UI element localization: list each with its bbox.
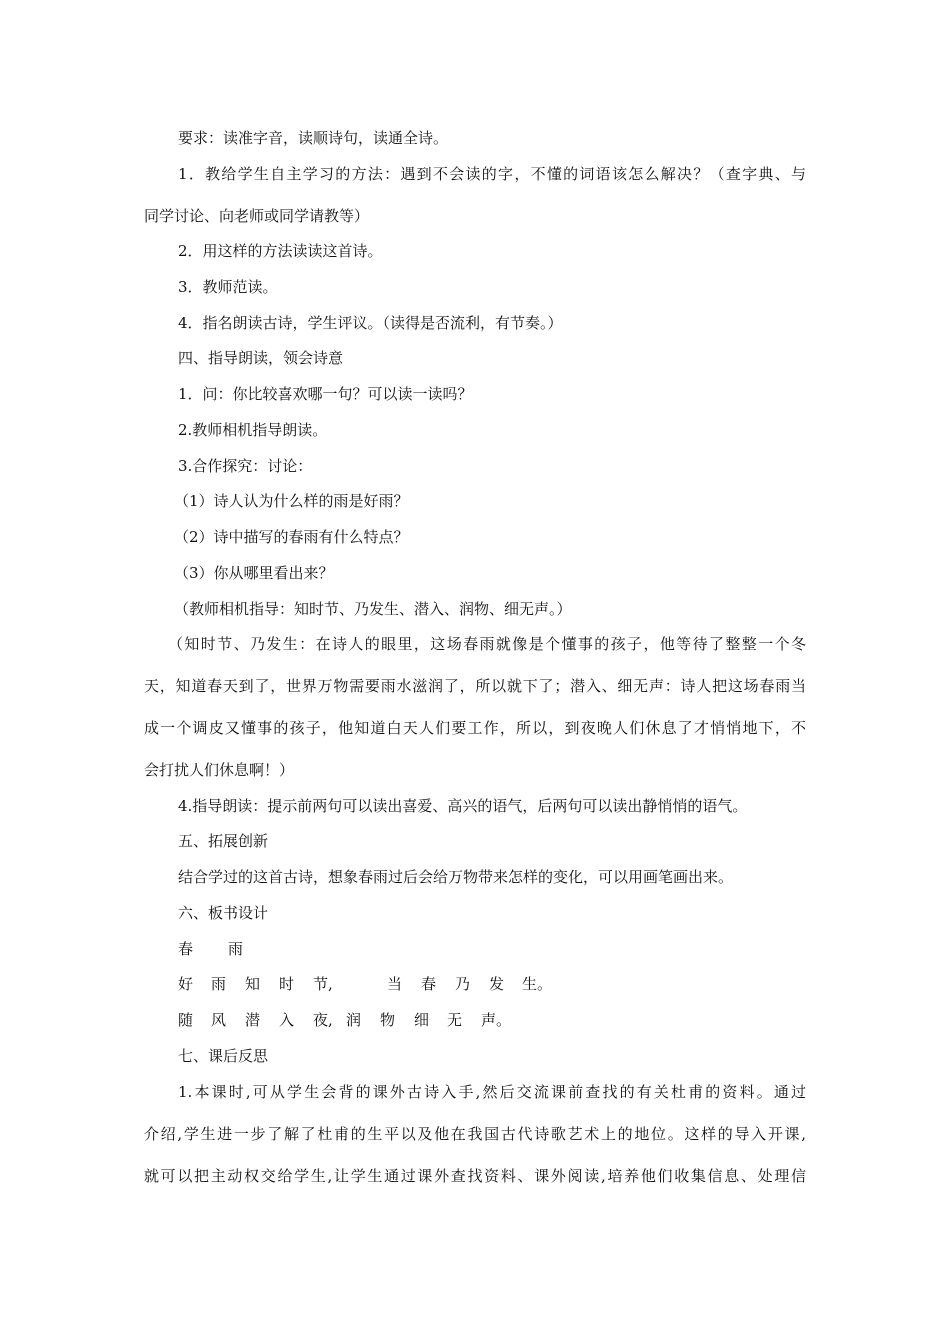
board-char: 雨 bbox=[211, 975, 227, 993]
step-4-line: 4．指名朗读古诗，学生评议。（读得是否流利，有节奏。） bbox=[178, 314, 563, 332]
board-char: 知 bbox=[245, 975, 261, 993]
reflection-line-3: 就可以把主动权交给学生,让学生通过课外查找资料、课外阅读,培养他们收集信息、处理信 bbox=[144, 1167, 806, 1185]
board-char: 夜, bbox=[313, 1011, 333, 1029]
explanation-line-1: （知时节、乃发生：在诗人的眼里，这场春雨就像是个懂事的孩子，他等待了整整一个冬 bbox=[168, 635, 806, 653]
board-char: 物 bbox=[380, 1011, 396, 1029]
board-char: 发 bbox=[489, 975, 505, 993]
section-5-text: 结合学过的这首古诗，想象春雨过后会给万物带来怎样的变化，可以用画笔画出来。 bbox=[178, 868, 734, 886]
board-char: 随 bbox=[178, 1011, 194, 1029]
board-char: 无 bbox=[447, 1011, 463, 1029]
board-title-char: 雨 bbox=[228, 940, 244, 958]
step-3-line: 3．教师范读。 bbox=[178, 278, 278, 296]
board-line-2 bbox=[0, 1010, 950, 1030]
reflection-line-1: 1.本课时,可从学生会背的课外古诗入手,然后交流课前查找的有关杜甫的资料。通过 bbox=[178, 1083, 806, 1101]
board-char: 风 bbox=[211, 1011, 227, 1029]
step-1-line-b: 同学讨论、向老师或同学请教等） bbox=[144, 207, 370, 225]
board-char: 生。 bbox=[522, 975, 553, 993]
section-4-item-4: 4.指导朗读：提示前两句可以读出喜爱、高兴的语气，后两句可以读出静悄悄的语气。 bbox=[178, 797, 748, 815]
section-4-item-2: 2.教师相机指导朗读。 bbox=[178, 421, 328, 439]
board-line-1 bbox=[0, 974, 950, 994]
explanation-line-2: 天，知道春天到了，世界万物需要雨水滋润了，所以就下了；潜入、细无声：诗人把这场春雨当 bbox=[144, 677, 806, 695]
board-char: 春 bbox=[421, 975, 437, 993]
section-7-title: 七、课后反思 bbox=[178, 1047, 269, 1065]
section-4-item-3: 3.合作探究：讨论： bbox=[178, 457, 313, 475]
board-char: 潜 bbox=[245, 1011, 261, 1029]
step-1-line-a: 1．教给学生自主学习的方法：遇到不会读的字，不懂的词语该怎么解决？（查字典、与 bbox=[178, 165, 806, 183]
board-title-char: 春 bbox=[178, 940, 194, 958]
question-3: （3）你从哪里看出来？ bbox=[174, 564, 334, 582]
requirement-line: 要求：读准字音，读顺诗句，读通全诗。 bbox=[178, 129, 449, 147]
section-6-title: 六、板书设计 bbox=[178, 904, 269, 922]
board-char: 细 bbox=[414, 1011, 430, 1029]
section-5-title: 五、拓展创新 bbox=[178, 832, 269, 850]
board-char: 节, bbox=[313, 975, 333, 993]
reflection-line-2: 介绍,学生进一步了解了杜甫的生平以及他在我国古代诗歌艺术上的地位。这样的导入开课, bbox=[144, 1125, 806, 1143]
teacher-guide-line: （教师相机指导：知时节、乃发生、潜入、润物、细无声。） bbox=[174, 600, 572, 618]
step-2-line: 2．用这样的方法读读这首诗。 bbox=[178, 242, 383, 260]
question-2: （2）诗中描写的春雨有什么特点？ bbox=[174, 528, 409, 546]
board-char: 当 bbox=[387, 975, 403, 993]
board-char: 入 bbox=[279, 1011, 295, 1029]
board-char: 时 bbox=[279, 975, 295, 993]
explanation-line-3: 成一个调皮又懂事的孩子，他知道白天人们要工作，所以，到夜晚人们休息了才悄悄地下，不 bbox=[144, 719, 806, 737]
board-char: 好 bbox=[178, 975, 194, 993]
board-char: 乃 bbox=[455, 975, 471, 993]
explanation-line-4: 会打扰人们休息啊！） bbox=[144, 761, 295, 779]
section-4-item-1: 1．问：你比较喜欢哪一句？可以读一读吗？ bbox=[178, 385, 473, 403]
question-1: （1）诗人认为什么样的雨是好雨？ bbox=[174, 492, 409, 510]
board-char: 声。 bbox=[481, 1011, 512, 1029]
board-title bbox=[0, 939, 950, 959]
section-4-title: 四、指导朗读，领会诗意 bbox=[178, 349, 344, 367]
board-char: 润 bbox=[346, 1011, 362, 1029]
